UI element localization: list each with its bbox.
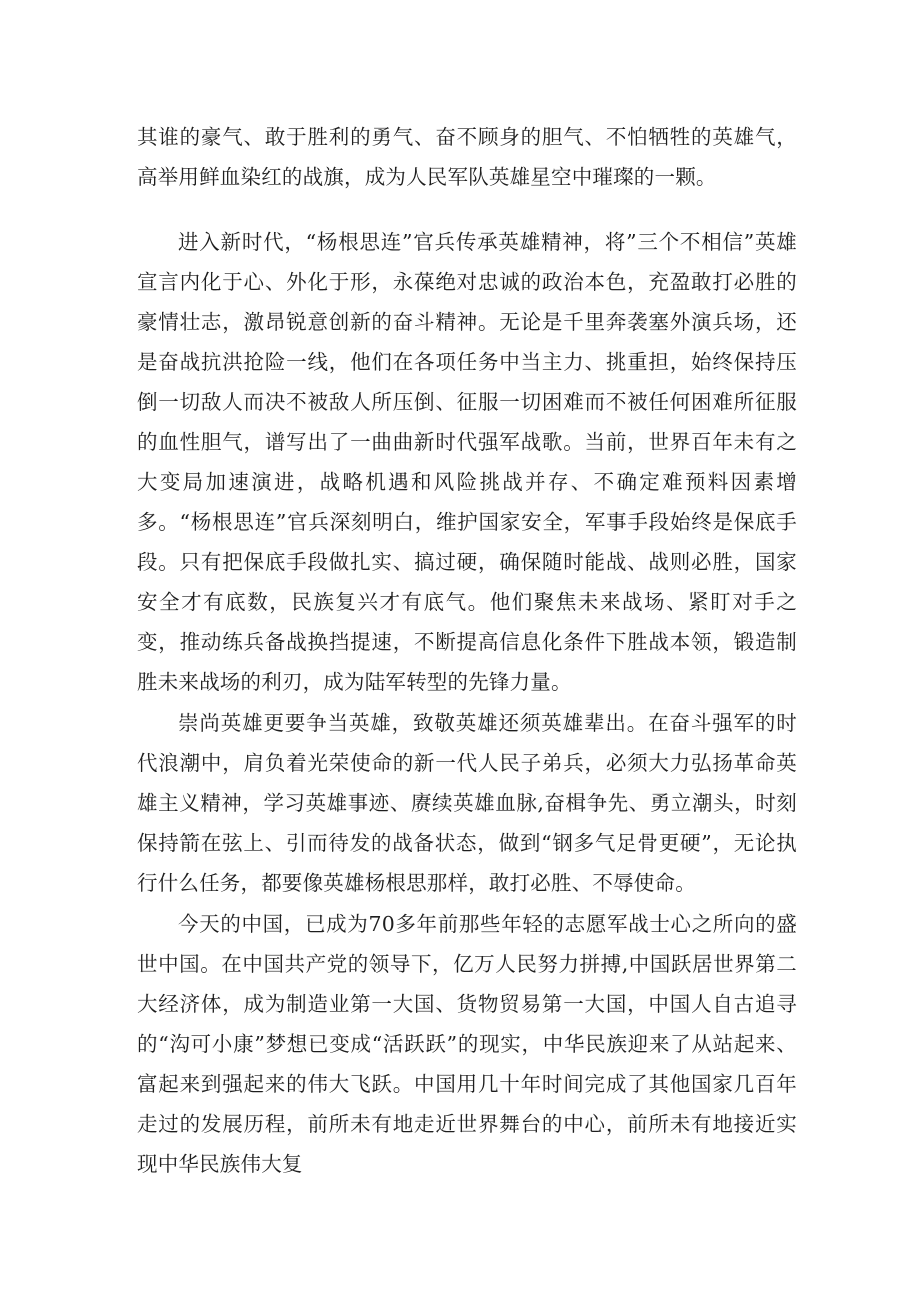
paragraph-4: 今天的中国，已成为70多年前那些年轻的志愿军战士心之所向的盛世中国。在中国共产党的领导下，亿万人民努力拼搏,中国跃居世界第二大经济体，成为制造业第一大国、货物贸易第一大国，中国人自古追寻的“沟可小康”梦想已变成“活跃跃”的现实，中华民族迎来了从站起来、富起来到强起来的伟大飞跃。中国用几十年时间完成了其他国家几百年走过的发展历程，前所未有地走近世界舞台的中心，前所未有地接近实现中华民族伟大复 <box>137 912 797 1176</box>
paragraph-2: 进入新时代，“杨根思连”官兵传承英雄精神，将”三个不相信”英雄宣言内化于心、外化于形，永葆绝对忠诚的政治本色，充盈敢打必胜的豪情壮志，激昂锐意创新的奋斗精神。无论是千里奔袭塞外演兵场，还是奋战抗洪抢险一线，他们在各项任务中当主力、挑重担，始终保持压倒一切敌人而决不被敌人所压倒、征服一切困难而不被任何困难所征服的血性胆气，谱写出了一曲曲新时代强军战歌。当前，世界百年未有之大变局加速演进，战略机遇和风险挑战并存、不确定难预料因素增多。“杨根思连”官兵深刻明白，维护国家安全，军事手段始终是保底手段。只有把保底手段做扎实、搞过硬，确保随时能战、战则必胜，国家安全才有底数，民族复兴才有底气。他们聚焦未来战场、紧盯对手之变，推动练兵备战换挡提速，不断提高信息化条件下胜战本领，锻造制胜未来战场的利刃，成为陆军转型的先锋力量。 <box>137 230 797 694</box>
paragraph-1: 其谁的豪气、敢于胜利的勇气、奋不顾身的胆气、不怕牺牲的英雄气，高举用鲜血染红的战旗，成为人民军队英雄星空中璀璨的一颗。 <box>137 125 797 189</box>
paragraph-3: 崇尚英雄更要争当英雄，致敬英雄还须英雄辈出。在奋斗强军的时代浪潮中，肩负着光荣使命的新一代人民子弟兵，必须大力弘扬革命英雄主义精神，学习英雄事迹、赓续英雄血脉,奋楫争先、勇立潮头，时刻保持箭在弦上、引而待发的战备状态，做到“钢多气足骨更硬”，无论执行什么任务，都要像英雄杨根思那样，敢打必胜、不辱使命。 <box>137 711 797 895</box>
